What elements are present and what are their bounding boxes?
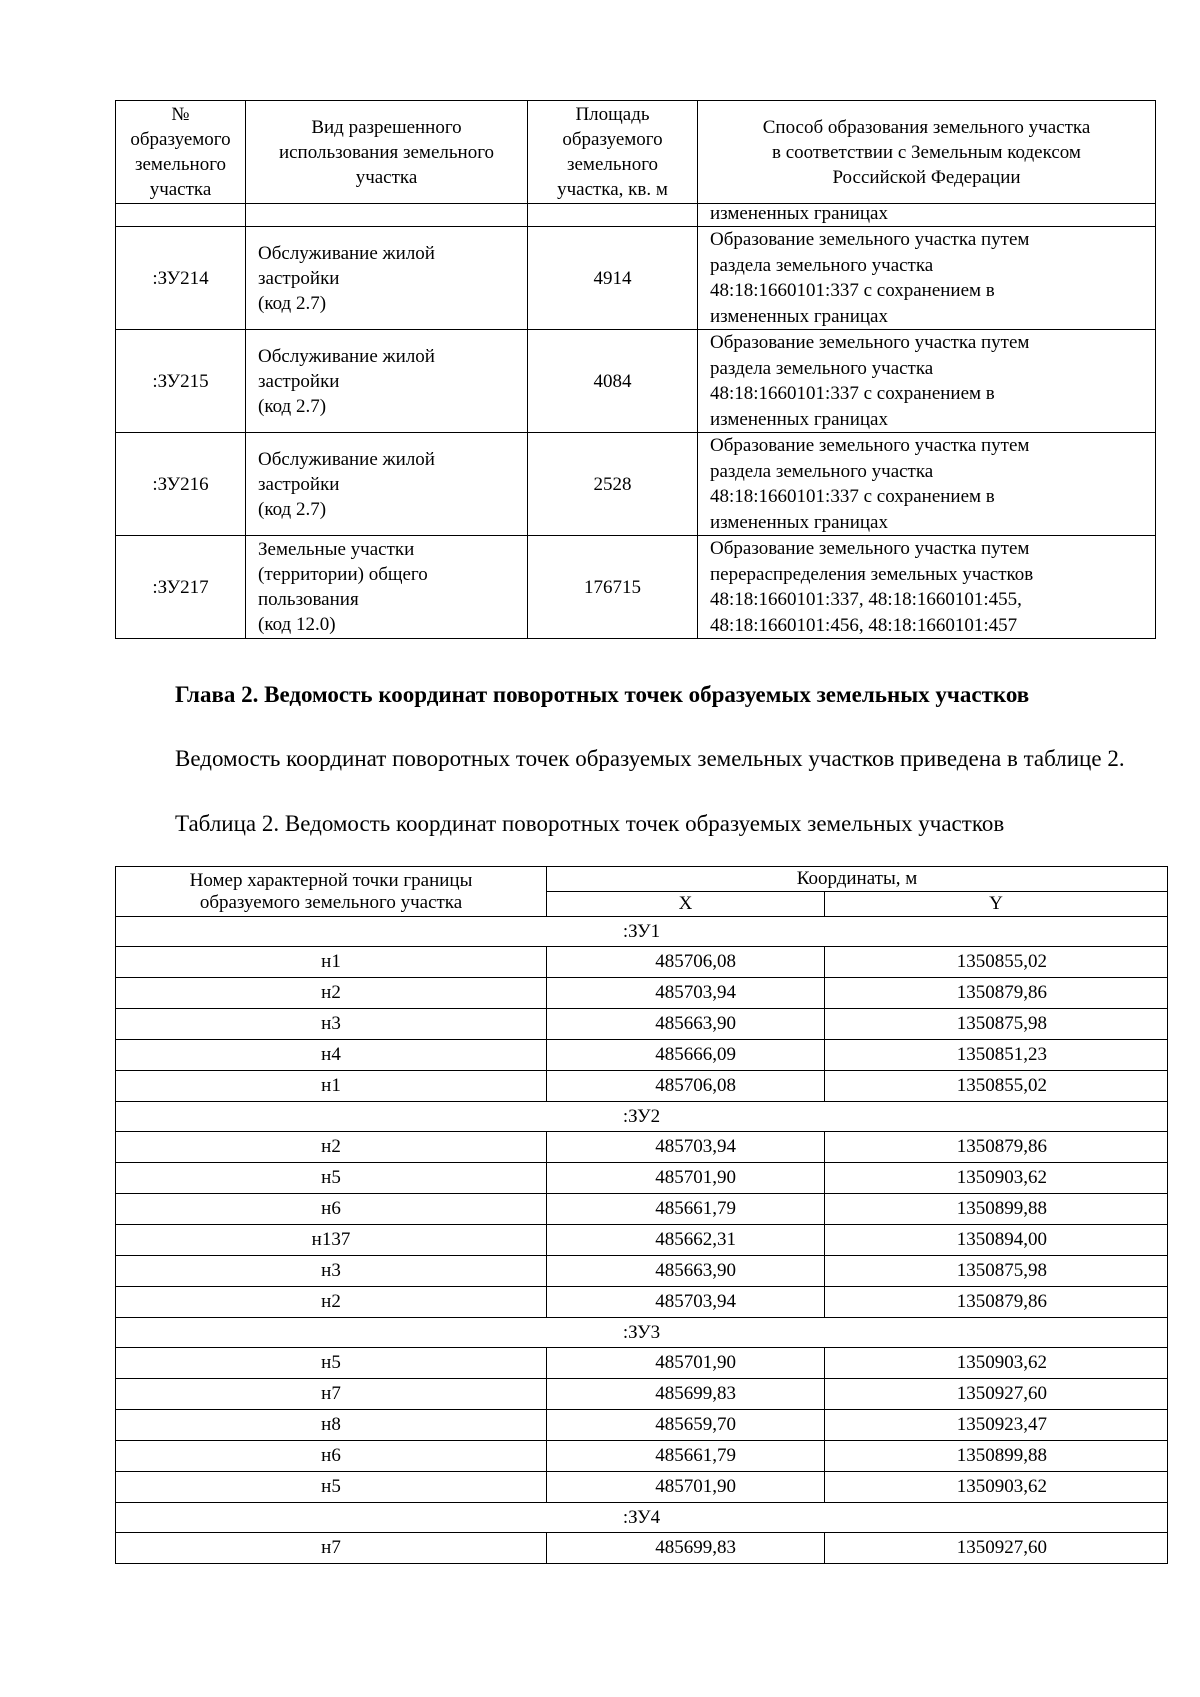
point-number: н1 (116, 1071, 547, 1102)
coordinate-x: 485661,79 (547, 1194, 825, 1225)
continuation-empty-cell (246, 204, 528, 227)
plot-group-label: :ЗУ4 (116, 1503, 1168, 1533)
header-area: Площадь образуемого земельного участка, кв. м (528, 101, 698, 204)
land-plots-table (115, 100, 1156, 639)
point-number: н2 (116, 1287, 547, 1318)
plot-group-row (116, 917, 1168, 947)
coordinate-y: 1350899,88 (825, 1194, 1168, 1225)
coordinate-x: 485662,31 (547, 1225, 825, 1256)
plot-method: Образование земельного участка путем перераспределения земельных участков 48:18:1660101:337, 48:18:1660101:455, 48:18:1660101:456, 48:18:1660101:457 (698, 536, 1156, 639)
point-number: н8 (116, 1410, 547, 1441)
plot-group-label: :ЗУ1 (116, 917, 1168, 947)
coordinate-y: 1350851,23 (825, 1040, 1168, 1071)
coordinate-x: 485703,94 (547, 1287, 825, 1318)
point-number: н4 (116, 1040, 547, 1071)
point-row (116, 1132, 1168, 1163)
header-point-number: Номер характерной точки границы образуемого земельного участка (116, 867, 547, 917)
coordinate-y: 1350927,60 (825, 1533, 1168, 1564)
point-row (116, 1225, 1168, 1256)
coordinate-y: 1350903,62 (825, 1163, 1168, 1194)
table1-continuation-row (116, 204, 1156, 227)
point-number: н5 (116, 1348, 547, 1379)
plot-group-label: :ЗУ2 (116, 1102, 1168, 1132)
coordinates-table (115, 866, 1168, 1564)
coordinate-y: 1350879,86 (825, 1287, 1168, 1318)
continuation-text: измененных границах (698, 204, 1156, 227)
header-coordinates: Координаты, м (547, 867, 1168, 892)
coordinate-y: 1350927,60 (825, 1379, 1168, 1410)
point-row (116, 1472, 1168, 1503)
table2-header-row (116, 867, 1168, 892)
coordinate-x: 485699,83 (547, 1379, 825, 1410)
point-row (116, 1379, 1168, 1410)
point-row (116, 1040, 1168, 1071)
coordinate-x: 485663,90 (547, 1256, 825, 1287)
plot-group-row (116, 1318, 1168, 1348)
point-number: н7 (116, 1379, 547, 1410)
plot-method: Образование земельного участка путем раздела земельного участка 48:18:1660101:337 с сохранением в измененных границах (698, 227, 1156, 330)
point-row (116, 947, 1168, 978)
plot-area: 2528 (528, 433, 698, 536)
coordinate-x: 485661,79 (547, 1441, 825, 1472)
coordinate-y: 1350903,62 (825, 1348, 1168, 1379)
chapter-heading: Глава 2. Ведомость координат поворотных точек образуемых земельных участков (175, 682, 1030, 707)
plot-method: Образование земельного участка путем раздела земельного участка 48:18:1660101:337 с сохранением в измененных границах (698, 330, 1156, 433)
point-row (116, 1533, 1168, 1564)
point-number: н3 (116, 1009, 547, 1040)
continuation-empty-cell (116, 204, 246, 227)
coordinate-x: 485701,90 (547, 1163, 825, 1194)
point-row (116, 1071, 1168, 1102)
coordinate-x: 485703,94 (547, 1132, 825, 1163)
plot-use: Земельные участки (территории) общего пользования (код 12.0) (246, 536, 528, 639)
point-row (116, 1441, 1168, 1472)
coordinate-y: 1350879,86 (825, 978, 1168, 1009)
plot-id: :ЗУ214 (116, 227, 246, 330)
point-number: н5 (116, 1472, 547, 1503)
point-number: н6 (116, 1194, 547, 1225)
table1-header-row (116, 101, 1156, 204)
point-row (116, 1256, 1168, 1287)
coordinate-x: 485699,83 (547, 1533, 825, 1564)
header-permitted-use: Вид разрешенного использования земельного участка (246, 101, 528, 204)
body-paragraph: Ведомость координат поворотных точек образуемых земельных участков приведена в таблице 2. (175, 746, 1125, 771)
header-formation-method: Способ образования земельного участка в соответствии с Земельным кодексом Российской Федерации (698, 101, 1156, 204)
coordinate-y: 1350894,00 (825, 1225, 1168, 1256)
point-number: н137 (116, 1225, 547, 1256)
point-number: н1 (116, 947, 547, 978)
plot-id: :ЗУ216 (116, 433, 246, 536)
plot-id: :ЗУ215 (116, 330, 246, 433)
coordinate-x: 485701,90 (547, 1472, 825, 1503)
plot-group-label: :ЗУ3 (116, 1318, 1168, 1348)
point-row (116, 1410, 1168, 1441)
table1-row (116, 433, 1156, 536)
point-number: н6 (116, 1441, 547, 1472)
coordinates-table-body (116, 917, 1168, 1564)
point-row (116, 1194, 1168, 1225)
point-row (116, 1009, 1168, 1040)
point-number: н7 (116, 1533, 547, 1564)
coordinate-y: 1350855,02 (825, 1071, 1168, 1102)
coordinate-x: 485663,90 (547, 1009, 825, 1040)
plot-method: Образование земельного участка путем раздела земельного участка 48:18:1660101:337 с сохранением в измененных границах (698, 433, 1156, 536)
plot-group-row (116, 1102, 1168, 1132)
coordinate-y: 1350855,02 (825, 947, 1168, 978)
coordinate-x: 485701,90 (547, 1348, 825, 1379)
coordinate-x: 485666,09 (547, 1040, 825, 1071)
point-row (116, 1287, 1168, 1318)
table1-row (116, 536, 1156, 639)
header-x: X (547, 892, 825, 917)
plot-area: 176715 (528, 536, 698, 639)
header-plot-number: № образуемого земельного участка (116, 101, 246, 204)
point-row (116, 1348, 1168, 1379)
table1-row (116, 227, 1156, 330)
plot-id: :ЗУ217 (116, 536, 246, 639)
coordinate-y: 1350923,47 (825, 1410, 1168, 1441)
point-row (116, 978, 1168, 1009)
table2-caption: Таблица 2. Ведомость координат поворотных точек образуемых земельных участков (175, 811, 1005, 836)
plot-area: 4914 (528, 227, 698, 330)
coordinate-x: 485706,08 (547, 947, 825, 978)
point-number: н3 (116, 1256, 547, 1287)
coordinate-x: 485706,08 (547, 1071, 825, 1102)
coordinate-x: 485659,70 (547, 1410, 825, 1441)
coordinate-y: 1350875,98 (825, 1009, 1168, 1040)
plot-use: Обслуживание жилой застройки (код 2.7) (246, 227, 528, 330)
table1-row (116, 330, 1156, 433)
coordinate-x: 485703,94 (547, 978, 825, 1009)
plot-use: Обслуживание жилой застройки (код 2.7) (246, 433, 528, 536)
point-row (116, 1163, 1168, 1194)
continuation-empty-cell (528, 204, 698, 227)
plot-group-row (116, 1503, 1168, 1533)
coordinate-y: 1350903,62 (825, 1472, 1168, 1503)
coordinate-y: 1350879,86 (825, 1132, 1168, 1163)
point-number: н2 (116, 978, 547, 1009)
coordinate-y: 1350899,88 (825, 1441, 1168, 1472)
plot-use: Обслуживание жилой застройки (код 2.7) (246, 330, 528, 433)
point-number: н2 (116, 1132, 547, 1163)
header-y: Y (825, 892, 1168, 917)
coordinate-y: 1350875,98 (825, 1256, 1168, 1287)
plot-area: 4084 (528, 330, 698, 433)
point-number: н5 (116, 1163, 547, 1194)
